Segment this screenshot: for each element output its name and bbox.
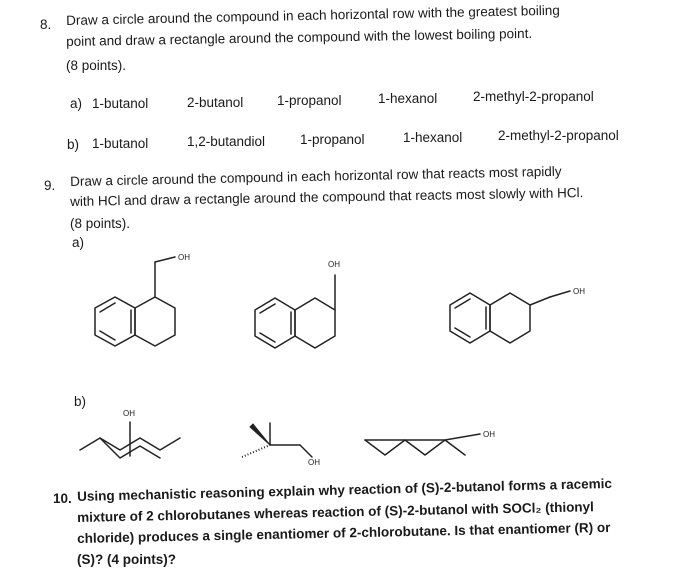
- q8-row-b-item-5: 2-methyl-2-propanol: [498, 128, 619, 143]
- q10-text-line4: (S)? (4 points)?: [77, 552, 176, 567]
- q8-text-line1: Draw a circle around the compound in each horizontal row with the greatest boiling: [66, 2, 560, 28]
- oh-label: OH: [308, 458, 320, 467]
- chain-bond-1: [530, 297, 550, 305]
- ring-right: [135, 297, 175, 346]
- ring-right: [295, 298, 335, 348]
- q8-row-a-item-4: 1-hexanol: [378, 91, 438, 106]
- q10-text-line3: chloride) produces a single enantiomer of 2-chlorobutane. Is that enantiomer (R) or: [77, 519, 611, 546]
- oh-label: OH: [178, 253, 190, 262]
- chain-bond-2: [550, 291, 570, 297]
- chain-top: [365, 434, 480, 440]
- chain-bond-2: [155, 257, 175, 262]
- oh-label: OH: [123, 409, 135, 418]
- oh-bond: [300, 445, 312, 457]
- wedge-bond: [250, 424, 270, 445]
- oh-label: OH: [573, 287, 585, 296]
- ring-left: [255, 298, 295, 348]
- q8-row-a-label: a): [70, 96, 83, 111]
- q9-text-line1: Draw a circle around the compound in each horizontal row that reacts most rapidly: [70, 163, 562, 189]
- q10-text-line1: Using mechanistic reasoning explain why reaction of (S)-2-butanol forms a racemic: [77, 475, 613, 504]
- q9-part-a-label: a): [72, 235, 85, 250]
- q8-row-b-item-4: 1-hexanol: [403, 130, 463, 145]
- q9b-molecule-3: [360, 420, 510, 470]
- q9-part-b-label: b): [74, 394, 87, 409]
- q9-text-line2: with HCl and draw a rectangle around the compound that reacts most slowly with HCl.: [70, 185, 584, 209]
- q8-points: (8 points).: [66, 58, 127, 73]
- q8-text-line2: point and draw a rectangle around the compound with the lowest boiling point.: [66, 25, 533, 49]
- q8-row-a-item-5: 2-methyl-2-propanol: [473, 89, 594, 104]
- q8-row-a-item-3: 1-propanol: [277, 93, 342, 108]
- q10-number: 10.: [53, 491, 72, 506]
- q10-text-line2: mixture of 2 chlorobutanes whereas reaction of (S)-2-butanol with SOCl₂ (thionyl: [77, 499, 594, 525]
- q9a-molecule-1: [75, 240, 205, 370]
- chain-bottom: [365, 440, 465, 455]
- q9a-molecule-3: [445, 275, 615, 365]
- oh-label: OH: [483, 430, 495, 439]
- q8-row-b-label: b): [67, 137, 80, 152]
- q8-number: 8.: [40, 17, 52, 32]
- q9a-molecule-2: [240, 250, 370, 370]
- q8-row-b-item-3: 1-propanol: [300, 132, 365, 147]
- hash-bond: [242, 445, 270, 457]
- q8-row-a-item-2: 2-butanol: [187, 95, 244, 110]
- q9-points: (8 points).: [70, 216, 131, 231]
- q9b-molecule-2: [230, 415, 330, 475]
- q9-number: 9.: [44, 178, 56, 193]
- q8-row-b-item-2: 1,2-butandiol: [187, 134, 266, 149]
- oh-label: OH: [328, 260, 340, 269]
- q8-row-a-item-1: 1-butanol: [92, 96, 149, 111]
- ring-right: [490, 293, 530, 343]
- q9b-molecule-1: [75, 400, 205, 470]
- ring-left: [450, 293, 490, 343]
- ring-left: [95, 297, 135, 346]
- q8-row-b-item-1: 1-butanol: [92, 136, 149, 151]
